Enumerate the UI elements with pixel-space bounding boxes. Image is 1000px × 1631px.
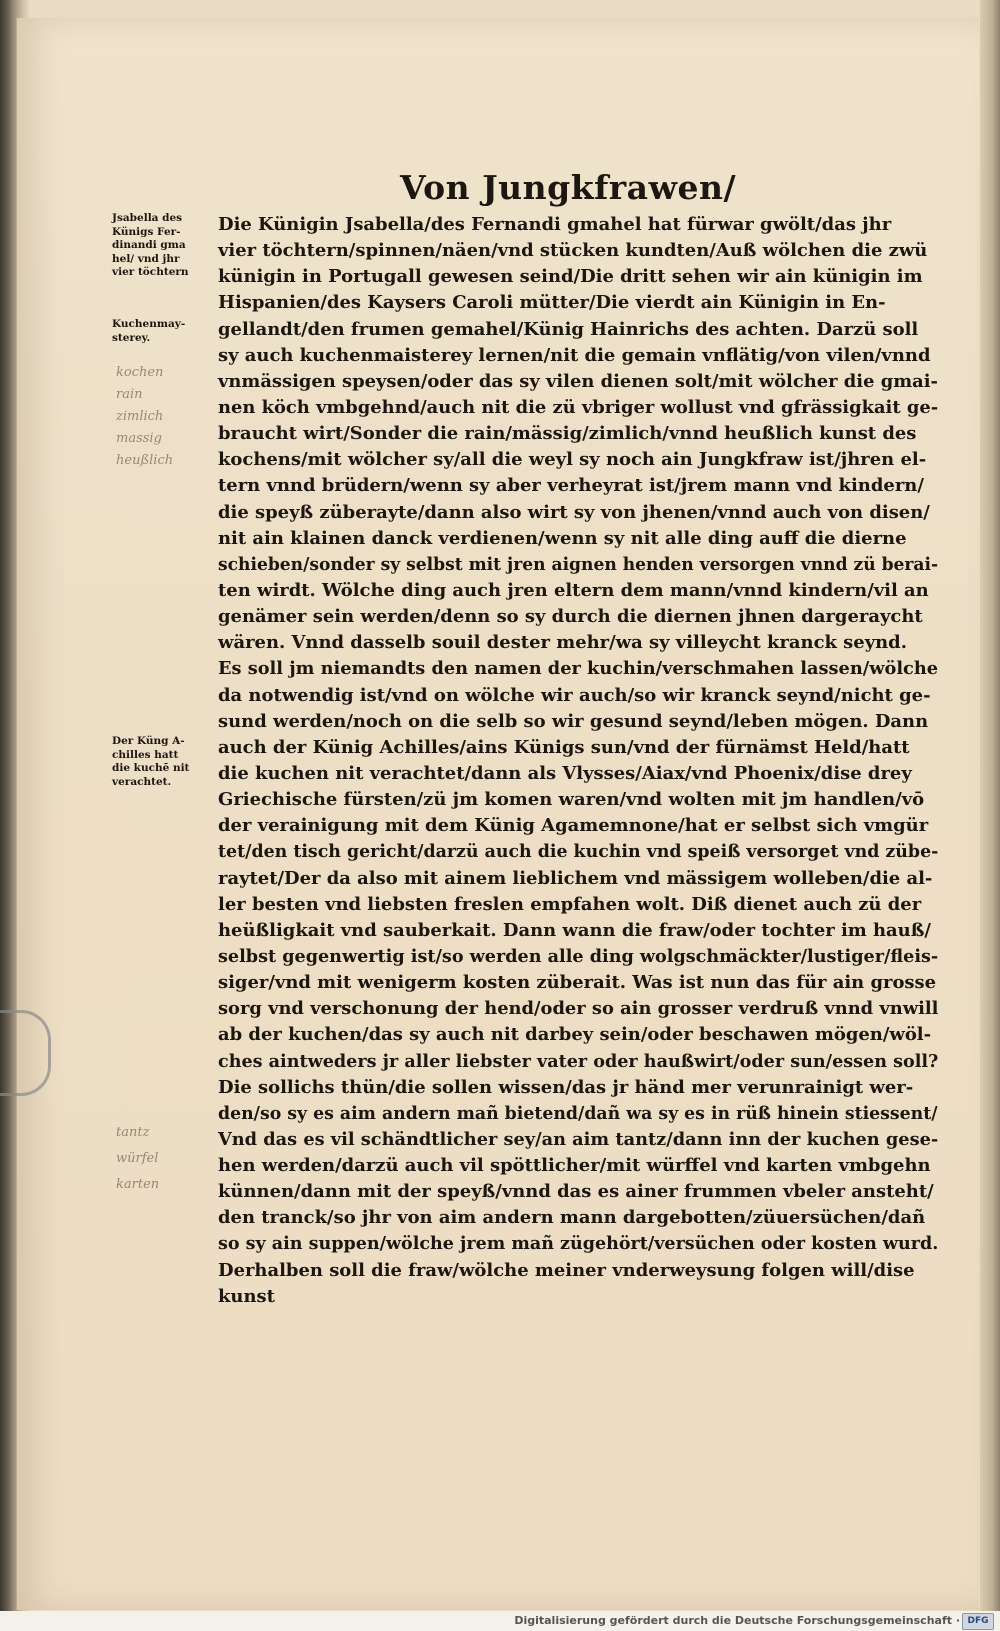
text-line: schieben/sonder sy selbst mit jren aignen henden versorgen vnnd zü berai- <box>218 553 939 575</box>
handwritten-word: heußlich <box>116 453 174 468</box>
text-line: die kuchen nit verachtet/dann als Vlysses/Aiax/vnd Phoenix/dise drey <box>218 762 912 784</box>
margin-note-line: Der Küng A- <box>112 735 185 747</box>
margin-note-line: dinandi gma <box>112 239 186 251</box>
paper-clip <box>0 1010 51 1096</box>
text-line: tern vnnd brüdern/wenn sy aber verheyrat ist/jrem mann vnd kindern/ <box>218 475 924 497</box>
text-line: vier töchtern/spinnen/näen/vnd stücken kundten/Auß wölchen die zwü <box>218 240 928 262</box>
text-line: tet/den tisch gericht/darzü auch die kuchin vnd speiß versorget vnd zübe- <box>218 841 939 863</box>
margin-note-line: Jsabella des <box>112 212 183 224</box>
body-text <box>218 212 940 1310</box>
margin-note-kuchenmaisterey <box>112 318 212 345</box>
text-line: auch der Künig Achilles/ains Künigs sun/vnd der fürnämst Held/hatt <box>218 736 910 758</box>
text-line: ler besten vnd liebsten freslen empfahen wolt. Diß dienet auch zü der <box>218 893 922 915</box>
text-line: selbst gegenwertig ist/so werden alle ding wolgschmäckter/lustiger/fleis- <box>218 945 939 967</box>
text-line: Hispanien/des Kaysers Caroli mütter/Die vierdt ain Künigin in En- <box>218 292 886 314</box>
text-line: wären. Vnnd dasselb souil dester mehr/wa sy villeycht kranck seynd. <box>218 632 907 654</box>
text-line: sy auch kuchenmaisterey lernen/nit die gemain vnflätig/von vilen/vnnd <box>218 344 931 366</box>
handwritten-word: kochen <box>116 365 164 380</box>
page-edge <box>980 0 1000 1631</box>
text-line: sund werden/noch on die selb so wir gesund seynd/leben mögen. Dann <box>218 710 929 732</box>
text-line: hen werden/darzü auch vil spöttlicher/mit würffel vnd karten vmbgehn <box>218 1155 931 1177</box>
handwritten-word: würfel <box>116 1151 159 1166</box>
text-line: Die sollichs thün/die sollen wissen/das jr händ mer verunrainigt wer- <box>218 1076 914 1098</box>
text-line: künigin in Portugall gewesen seind/Die dritt sehen wir ain künigin im <box>218 266 923 288</box>
text-line: vnmässigen speysen/oder das sy vilen dienen solt/mit wölcher die gmai- <box>218 370 938 392</box>
text-line: Derhalben soll die fraw/wölche meiner vnderweysung folgen will/dise <box>218 1259 915 1281</box>
text-line: so sy ain suppen/wölche jrem mañ zügehört/versüchen oder kosten wurd. <box>218 1233 939 1255</box>
margin-note-achilles <box>112 735 212 789</box>
text-line: braucht wirt/Sonder die rain/mässig/zimlich/vnnd heußlich kunst des <box>218 423 917 445</box>
text-line: raytet/Der da also mit ainem lieblichem vnd mässigem wolleben/die al- <box>218 867 933 889</box>
text-line: die speyß züberayte/dann also wirt sy von jhenen/vnnd auch von disen/ <box>218 501 930 523</box>
text-line: ab der kuchen/das sy auch nit darbey sein/oder beschawen mögen/wöl- <box>218 1024 932 1046</box>
margin-note-line: vier töchtern <box>112 266 189 278</box>
margin-note-line: Künigs Fer- <box>112 225 181 238</box>
text-line: nit ain klainen danck verdienen/wenn sy nit alle ding auff die dierne <box>218 527 907 549</box>
text-line: kochens/mit wölcher sy/all die weyl sy noch ain Jungkfraw ist/jhren el- <box>218 449 927 471</box>
footer-bar <box>0 1611 1000 1631</box>
text-line: Vnd das es vil schändtlicher sey/an aim tantz/dann inn der kuchen gese- <box>218 1128 939 1150</box>
text-line: der verainigung mit dem Künig Agamemnone/hat er selbst sich vmgür <box>218 815 929 837</box>
running-head: Von Jungkfrawen/ <box>400 168 737 207</box>
handwritten-word: karten <box>116 1177 160 1192</box>
dfg-logo: DFG <box>962 1613 994 1630</box>
footer-credit: Digitalisierung gefördert durch die Deutsche Forschungsgemeinschaft · <box>514 1614 960 1627</box>
text-line: gellandt/den frumen gemahel/Künig Hainrichs des achten. Darzü soll <box>218 318 919 340</box>
text-line: künnen/dann mit der speyß/vnnd das es ainer frummen vbeler ansteht/ <box>218 1181 934 1203</box>
text-line: nen köch vmbgehnd/auch nit die zü vbriger wollust vnd gfrässigkait ge- <box>218 396 939 418</box>
text-line: ten wirdt. Wölche ding auch jren eltern dem mann/vnnd kindern/vil an <box>218 579 929 601</box>
text-line: kunst <box>218 1285 275 1307</box>
text-line: genämer sein werden/denn so sy durch die diernen jhnen dargeraycht <box>218 606 923 628</box>
handwritten-word: tantz <box>116 1125 150 1140</box>
margin-note-line: hel/ vnd jhr <box>112 252 180 265</box>
text-line: da notwendig ist/vnd on wölche wir auch/so wir kranck seynd/nicht ge- <box>218 684 931 706</box>
margin-note-line: Kuchenmay- <box>112 318 186 330</box>
handwritten-note-lower <box>116 1120 206 1198</box>
handwritten-note-upper <box>116 362 206 472</box>
handwritten-word: massig <box>116 431 162 446</box>
margin-note-line: die kuchē nit <box>112 762 190 774</box>
text-line: heüßligkait vnd sauberkait. Dann wann die fraw/oder tochter im hauß/ <box>218 919 931 941</box>
margin-note-line: sterey. <box>112 331 151 344</box>
handwritten-word: rain <box>116 387 143 402</box>
text-line: den/so sy es aim andern mañ bietend/dañ wa sy es in rüß hinein stiessent/ <box>218 1102 938 1124</box>
text-line: den tranck/so jhr von aim andern mann dargebotten/züuersüchen/dañ <box>218 1207 926 1229</box>
margin-note-line: verachtet. <box>112 775 172 788</box>
text-line: Die Künigin Jsabella/des Fernandi gmahel hat fürwar gwölt/das jhr <box>218 214 892 235</box>
text-line: Es soll jm niemandts den namen der kuchin/verschmahen lassen/wölche <box>218 658 939 680</box>
text-line: ches aintweders jr aller liebster vater oder haußwirt/oder sun/essen soll? <box>218 1050 939 1072</box>
margin-note-isabella <box>112 212 212 280</box>
text-line: Griechische fürsten/zü jm komen waren/vnd wolten mit jm handlen/vō <box>218 789 925 811</box>
text-line: siger/vnd mit wenigerm kosten züberait. Was ist nun das für ain grosse <box>218 972 937 994</box>
text-line: sorg vnd verschonung der hend/oder so ain grosser verdruß vnnd vnwill <box>218 998 939 1020</box>
margin-note-line: chilles hatt <box>112 748 179 761</box>
handwritten-word: zimlich <box>116 409 164 424</box>
